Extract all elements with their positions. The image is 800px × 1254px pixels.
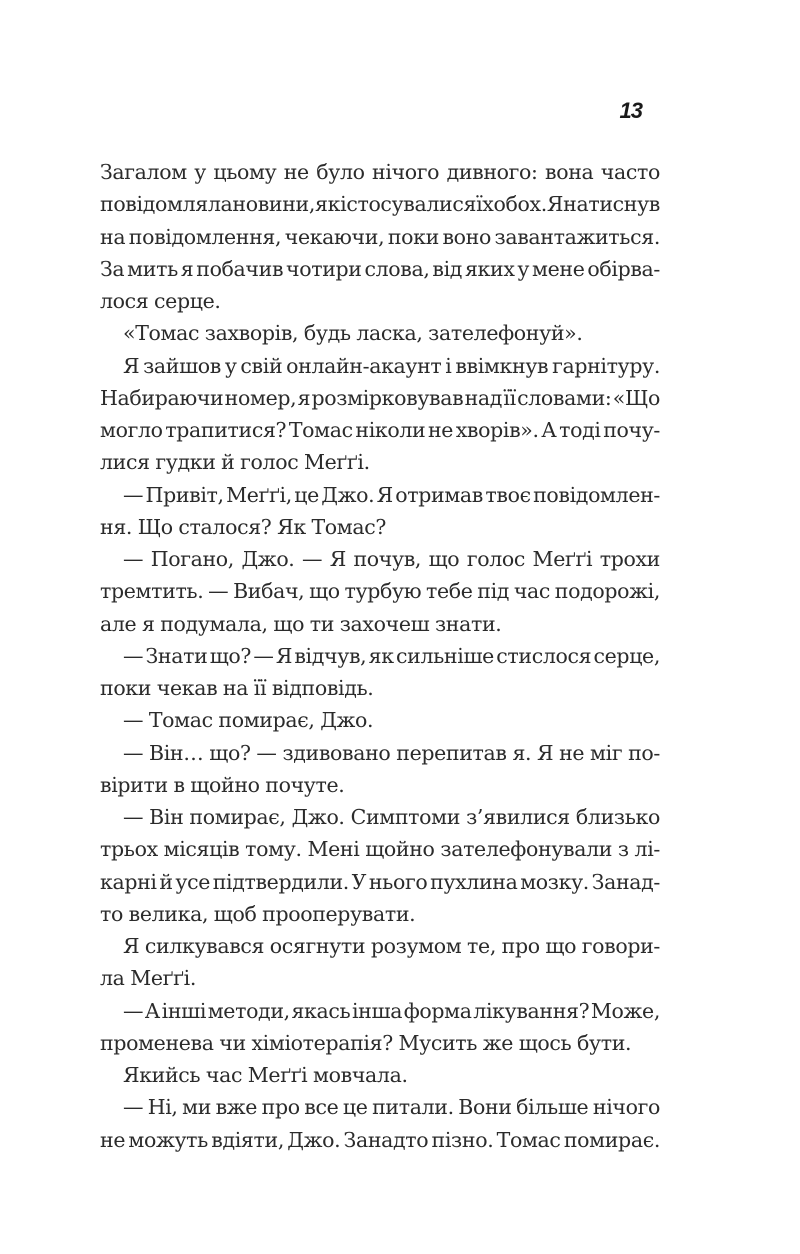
text-line: — Він… що? — здивовано перепитав я. Я не міг по-	[123, 740, 660, 765]
text-line: трьох місяців тому. Мені щойно зателефонували з лі-	[100, 837, 660, 862]
text-line: лося серце.	[100, 289, 221, 313]
text-line: променева чи хіміотерапія? Мусить же щось бути.	[100, 1030, 632, 1055]
text-line: Якийсь час Меґґі мовчала.	[123, 1063, 408, 1087]
text-line: — Томас помирає, Джо.	[123, 708, 374, 733]
text-line: Я зайшов у свій онлайн-акаунт і ввімкнув гарнітуру.	[123, 353, 660, 378]
text-line: повідомляла новини, які стосувалися їх обох. Я натиснув	[100, 192, 660, 217]
text-line: не можуть вдіяти, Джо. Занадто пізно. Томас помирає.	[100, 1127, 660, 1152]
text-line: могло трапитися? Томас ніколи не хворів». А тоді почу-	[100, 418, 660, 442]
text-line: — А інші методи, якась інша форма лікування? Може,	[123, 998, 660, 1023]
body-text	[100, 156, 660, 1156]
text-line: Загалом у цьому не було нічого дивного: вона часто	[100, 160, 660, 184]
text-line: Я силкувався осягнути розумом те, про що говори-	[123, 934, 660, 958]
text-line: Набираючи номер, я розмірковував над її словами: «Що	[100, 385, 660, 410]
text-line: вірити в щойно почуте.	[100, 772, 345, 797]
text-line: — Ні, ми вже про все це питали. Вони більше нічого	[123, 1095, 660, 1120]
text-line: ла Меґґі.	[100, 966, 196, 991]
text-line: — Привіт, Меґґі, це Джо. Я отримав твоє повідомлен-	[123, 482, 660, 507]
text-line: то велика, щоб прооперувати.	[100, 901, 416, 926]
text-line: на повідомлення, чекаючи, поки воно завантажиться.	[100, 224, 660, 249]
text-line: — Погано, Джо. — Я почув, що голос Меґґі трохи	[123, 547, 660, 571]
text-line: За мить я побачив чотири слова, від яких у мене обірва-	[100, 256, 660, 281]
text-line: — Він помирає, Джо. Симптоми з’явилися близько	[123, 805, 660, 829]
text-line: поки чекав на її відповідь.	[100, 676, 374, 700]
text-line: але я подумала, що ти захочеш знати.	[100, 611, 502, 636]
page-number: 13	[619, 98, 642, 123]
text-line: лися гудки й голос Меґґі.	[100, 450, 370, 475]
text-line: — Знати що? — Я відчув, як сильніше стислося серце,	[123, 643, 660, 668]
text-line: «Томас захворів, будь ласка, зателефонуй».	[123, 321, 583, 346]
text-line: ня. Що сталося? Як Томас?	[100, 514, 386, 539]
text-line: карні й усе підтвердили. У нього пухлина мозку. Занад-	[100, 869, 660, 894]
text-line: тремтить. — Вибач, що турбую тебе під час подорожі,	[100, 579, 660, 604]
